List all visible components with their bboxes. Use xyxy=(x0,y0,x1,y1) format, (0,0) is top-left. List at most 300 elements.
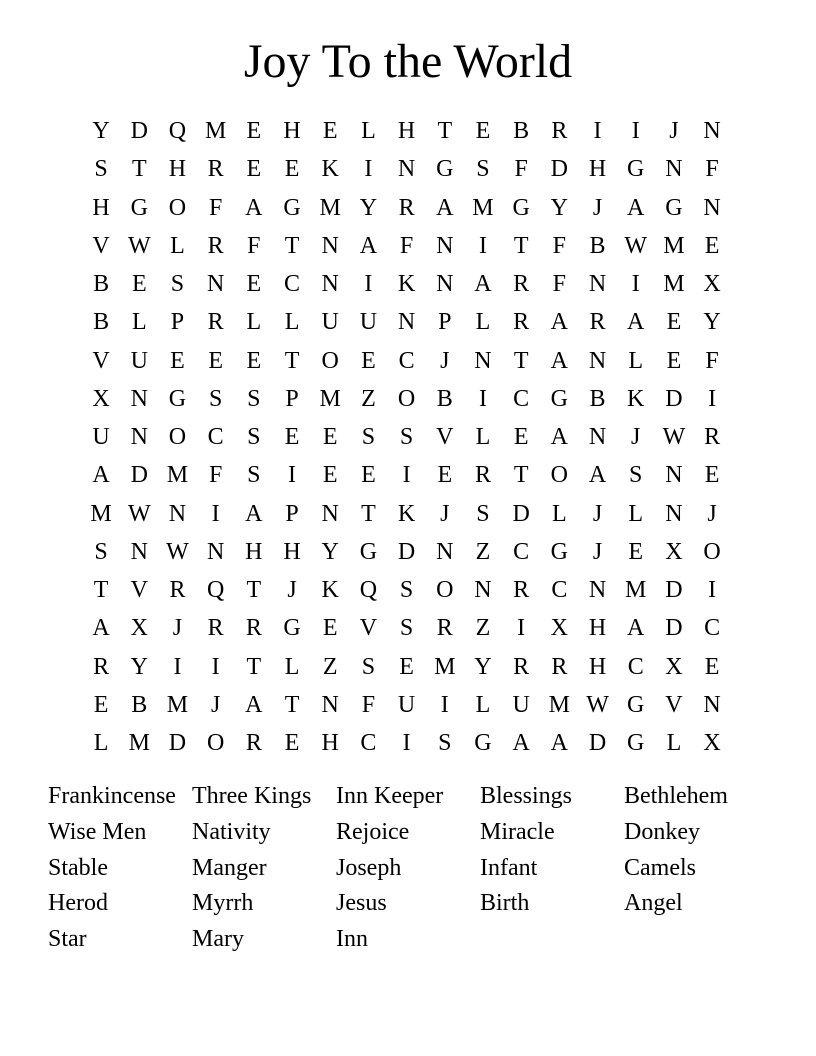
word-list-item: Bethlehem xyxy=(624,783,728,809)
word-list-item: Donkey xyxy=(624,818,700,845)
grid-letter: D xyxy=(550,156,569,183)
grid-letter: L xyxy=(475,691,491,718)
grid-letter: N xyxy=(474,577,492,603)
grid-letter: J xyxy=(210,691,221,718)
grid-letter: S xyxy=(170,271,185,297)
grid-letter: E xyxy=(704,653,720,680)
grid-letter: A xyxy=(92,615,110,642)
grid-letter: V xyxy=(130,577,148,603)
grid-letter: R xyxy=(513,653,530,680)
word-list-item: Birth xyxy=(480,890,530,917)
grid-letter: I xyxy=(517,615,526,642)
grid-letter: G xyxy=(283,194,301,221)
grid-letter: D xyxy=(168,730,187,756)
grid-letter: M xyxy=(128,730,150,756)
grid-letter: S xyxy=(476,156,490,183)
grid-letter: V xyxy=(92,347,110,374)
grid-letter: R xyxy=(704,424,721,450)
grid-letter: I xyxy=(440,691,449,718)
grid-letter: E xyxy=(284,424,300,450)
grid-letter: E xyxy=(246,156,262,183)
grid-letter: N xyxy=(436,538,454,565)
grid-letter: F xyxy=(514,156,528,183)
grid-letter: M xyxy=(204,118,227,144)
grid-letter: X xyxy=(550,615,569,642)
word-list-item: Manger xyxy=(192,854,267,881)
grid-letter: X xyxy=(92,385,110,412)
grid-letter: H xyxy=(588,156,607,183)
grid-letter: T xyxy=(437,118,453,144)
grid-letter: R xyxy=(207,309,224,336)
grid-letter: R xyxy=(169,577,186,603)
grid-letter: M xyxy=(166,462,189,489)
grid-letter: T xyxy=(246,577,262,603)
word-list-item: Nativity xyxy=(192,818,271,845)
grid-letter: X xyxy=(665,653,683,680)
grid-letter: O xyxy=(703,538,721,565)
grid-letter: H xyxy=(168,156,187,183)
grid-letter: I xyxy=(364,271,373,297)
grid-letter: J xyxy=(440,347,450,374)
grid-letter: T xyxy=(284,347,300,374)
grid-letter: I xyxy=(364,156,373,183)
grid-letter: S xyxy=(399,615,414,642)
grid-letter: R xyxy=(245,615,262,642)
grid-letter: L xyxy=(284,653,300,680)
grid-letter: S xyxy=(438,730,452,756)
grid-letter: X xyxy=(703,730,721,756)
grid-letter: T xyxy=(284,232,300,259)
grid-letter: P xyxy=(170,309,185,336)
grid-letter: F xyxy=(208,194,223,221)
grid-letter: J xyxy=(172,615,183,642)
grid-letter: S xyxy=(247,424,261,450)
grid-letter: D xyxy=(665,577,683,603)
word-list-item: Infant xyxy=(480,854,538,881)
grid-letter: J xyxy=(592,194,603,221)
grid-letter: G xyxy=(283,615,301,642)
grid-letter: S xyxy=(629,462,643,489)
grid-letter: T xyxy=(246,653,262,680)
grid-letter: R xyxy=(436,615,453,642)
grid-letter: B xyxy=(513,118,530,144)
grid-letter: O xyxy=(206,730,225,756)
grid-letter: F xyxy=(552,232,567,259)
grid-letter: E xyxy=(704,232,720,259)
grid-letter: F xyxy=(705,156,719,183)
grid-letter: I xyxy=(173,653,182,680)
grid-letter: E xyxy=(513,424,529,450)
grid-letter: T xyxy=(513,347,529,374)
grid-letter: E xyxy=(246,347,262,374)
grid-letter: S xyxy=(94,538,108,565)
grid-letter: N xyxy=(168,500,187,527)
grid-letter: E xyxy=(666,347,682,374)
grid-letter: D xyxy=(588,730,607,756)
grid-letter: I xyxy=(402,462,411,489)
grid-letter: N xyxy=(665,462,683,489)
grid-letter: D xyxy=(665,385,683,412)
grid-letter: N xyxy=(321,271,339,297)
grid-letter: I xyxy=(631,271,640,297)
grid-letter: O xyxy=(436,577,454,603)
grid-letter: I xyxy=(478,385,487,412)
grid-letter: H xyxy=(397,118,416,144)
grid-letter: X xyxy=(665,538,683,565)
grid-letter: F xyxy=(247,232,261,259)
grid-letter: E xyxy=(704,462,720,489)
grid-letter: G xyxy=(359,538,378,565)
grid-letter: A xyxy=(245,691,263,718)
grid-letter: L xyxy=(552,500,567,527)
grid-letter: M xyxy=(625,577,647,603)
grid-letter: E xyxy=(322,615,338,642)
grid-letter: L xyxy=(93,730,109,756)
grid-letter: N xyxy=(397,309,416,336)
grid-letter: K xyxy=(627,385,645,412)
grid-letter: S xyxy=(361,653,376,680)
grid-letter: G xyxy=(627,730,645,756)
grid-letter: A xyxy=(627,615,645,642)
grid-letter: E xyxy=(284,730,300,756)
grid-letter: X xyxy=(703,271,721,297)
grid-letter: C xyxy=(551,577,568,603)
grid-letter: A xyxy=(627,194,645,221)
grid-letter: R xyxy=(207,615,224,642)
grid-letter: N xyxy=(588,347,607,374)
grid-letter: N xyxy=(588,271,607,297)
grid-letter: N xyxy=(397,156,416,183)
grid-letter: X xyxy=(130,615,148,642)
grid-letter: T xyxy=(93,577,109,603)
grid-letter: E xyxy=(208,347,223,374)
grid-letter: O xyxy=(321,347,339,374)
grid-letter: V xyxy=(436,424,454,450)
grid-letter: S xyxy=(247,385,261,412)
grid-letter: K xyxy=(321,577,339,603)
grid-letter: G xyxy=(627,156,645,183)
grid-letter: E xyxy=(437,462,453,489)
grid-letter: A xyxy=(550,347,569,374)
grid-letter: F xyxy=(399,232,414,259)
page-title: Joy To the World xyxy=(243,35,573,88)
grid-letter: A xyxy=(627,309,645,336)
grid-letter: A xyxy=(474,271,492,297)
grid-letter: N xyxy=(436,232,454,259)
grid-letter: R xyxy=(398,194,415,221)
grid-letter: Y xyxy=(92,118,110,144)
grid-letter: N xyxy=(321,500,339,527)
grid-letter: A xyxy=(359,232,378,259)
grid-letter: F xyxy=(361,691,376,718)
word-list xyxy=(48,778,768,957)
grid-letter: K xyxy=(397,271,416,297)
grid-letter: E xyxy=(322,118,338,144)
grid-letter: U xyxy=(512,691,530,718)
grid-letter: W xyxy=(624,232,648,259)
grid-letter: M xyxy=(319,385,341,412)
word-list-item: Mary xyxy=(192,926,244,953)
grid-letter: W xyxy=(662,424,686,450)
grid-letter: O xyxy=(168,194,187,221)
grid-letter: N xyxy=(588,577,607,603)
grid-letter: S xyxy=(94,156,108,183)
grid-letter: I xyxy=(708,385,717,412)
grid-letter: A xyxy=(550,730,569,756)
grid-letter: N xyxy=(436,271,454,297)
grid-letter: R xyxy=(589,309,606,336)
grid-letter: N xyxy=(130,424,148,450)
grid-letter: E xyxy=(93,691,109,718)
grid-letter: R xyxy=(513,271,530,297)
grid-letter: E xyxy=(361,347,376,374)
grid-letter: U xyxy=(397,691,416,718)
grid-letter: J xyxy=(707,500,717,527)
grid-letter: R xyxy=(551,118,568,144)
grid-letter: R xyxy=(93,653,110,680)
grid-letter: F xyxy=(552,271,567,297)
grid-letter: P xyxy=(438,309,452,336)
grid-letter: C xyxy=(284,271,301,297)
grid-letter: I xyxy=(631,118,640,144)
grid-letter: R xyxy=(207,156,224,183)
grid-letter: N xyxy=(703,194,721,221)
grid-letter: I xyxy=(288,462,297,489)
grid-letter: L xyxy=(628,347,644,374)
grid-letter: I xyxy=(211,500,220,527)
word-list-item: Jesus xyxy=(336,890,387,917)
grid-letter: N xyxy=(130,538,148,565)
grid-letter: M xyxy=(472,194,494,221)
grid-letter: M xyxy=(166,691,189,718)
grid-letter: C xyxy=(207,424,224,450)
grid-letter: R xyxy=(513,309,530,336)
grid-letter: J xyxy=(669,118,679,144)
grid-letter: I xyxy=(593,118,602,144)
grid-letter: M xyxy=(663,232,685,259)
grid-letter: K xyxy=(397,500,416,527)
grid-letter: D xyxy=(130,118,148,144)
word-list-item: Myrrh xyxy=(192,890,254,917)
grid-letter: Y xyxy=(550,194,569,221)
grid-letter: P xyxy=(285,500,299,527)
grid-letter: A xyxy=(436,194,454,221)
grid-letter: Q xyxy=(168,118,187,144)
grid-letter: C xyxy=(513,385,530,412)
grid-letter: J xyxy=(631,424,641,450)
grid-letter: Y xyxy=(321,538,339,565)
grid-letter: I xyxy=(402,730,411,756)
word-list-item: Wise Men xyxy=(48,818,147,845)
grid-letter: A xyxy=(588,462,607,489)
grid-letter: L xyxy=(628,500,644,527)
grid-letter: N xyxy=(703,691,721,718)
grid-letter: O xyxy=(397,385,416,412)
grid-letter: E xyxy=(361,462,376,489)
grid-letter: A xyxy=(92,462,110,489)
grid-letter: R xyxy=(245,730,262,756)
grid-letter: F xyxy=(208,462,223,489)
grid-letter: W xyxy=(127,232,151,259)
grid-letter: E xyxy=(170,347,185,374)
grid-letter: Y xyxy=(130,653,148,680)
grid-letter: Z xyxy=(475,538,491,565)
grid-letter: N xyxy=(665,500,683,527)
grid-letter: O xyxy=(168,424,187,450)
grid-letter: G xyxy=(474,730,492,756)
grid-letter: Q xyxy=(206,577,225,603)
grid-letter: C xyxy=(398,347,415,374)
grid-letter: G xyxy=(130,194,148,221)
grid-letter: C xyxy=(360,730,377,756)
grid-letter: B xyxy=(589,232,606,259)
grid-letter: N xyxy=(321,691,339,718)
grid-letter: T xyxy=(513,232,529,259)
grid-letter: V xyxy=(92,232,110,259)
grid-letter: B xyxy=(589,385,606,412)
grid-letter: E xyxy=(284,156,300,183)
grid-letter: N xyxy=(321,232,339,259)
grid-letter: U xyxy=(321,309,339,336)
word-list-item: Frankincense xyxy=(48,783,176,809)
grid-letter: A xyxy=(550,309,569,336)
grid-letter: Z xyxy=(322,653,338,680)
grid-letter: N xyxy=(206,538,225,565)
grid-letter: E xyxy=(322,462,338,489)
grid-letter: G xyxy=(627,691,645,718)
grid-letter: B xyxy=(131,691,148,718)
grid-letter: E xyxy=(399,653,414,680)
word-list-item: Herod xyxy=(48,890,108,917)
grid-letter: M xyxy=(434,653,456,680)
grid-letter: W xyxy=(586,691,609,718)
grid-letter: G xyxy=(550,538,569,565)
grid-letter: G xyxy=(436,156,454,183)
grid-letter: V xyxy=(359,615,378,642)
grid-letter: J xyxy=(592,500,603,527)
grid-letter: N xyxy=(474,347,492,374)
grid-letter: G xyxy=(512,194,530,221)
grid-letter: T xyxy=(131,156,147,183)
grid-letter: N xyxy=(130,385,148,412)
grid-letter: D xyxy=(665,615,683,642)
word-list-item: Blessings xyxy=(480,783,573,809)
grid-letter: B xyxy=(93,271,110,297)
grid-letter: M xyxy=(663,271,685,297)
grid-letter: L xyxy=(131,309,147,336)
grid-letter: L xyxy=(246,309,262,336)
grid-letter: Z xyxy=(475,615,491,642)
grid-letter: W xyxy=(166,538,189,565)
grid-letter: S xyxy=(476,500,490,527)
grid-letter: C xyxy=(513,538,530,565)
grid-letter: H xyxy=(245,538,263,565)
grid-letter: Q xyxy=(359,577,378,603)
grid-letter: N xyxy=(206,271,225,297)
word-list-item: Camels xyxy=(624,854,696,881)
letter-grid xyxy=(82,112,731,762)
grid-letter: S xyxy=(399,577,414,603)
grid-letter: J xyxy=(287,577,297,603)
grid-letter: T xyxy=(284,691,300,718)
grid-letter: U xyxy=(130,347,148,374)
word-list-item: Inn xyxy=(336,926,368,953)
grid-letter: E xyxy=(666,309,682,336)
word-list-item: Star xyxy=(48,926,87,953)
grid-letter: T xyxy=(361,500,376,527)
grid-letter: L xyxy=(284,309,300,336)
grid-letter: T xyxy=(513,462,529,489)
word-list-item: Three Kings xyxy=(192,783,312,809)
grid-letter: L xyxy=(475,424,491,450)
grid-letter: J xyxy=(440,500,450,527)
grid-letter: F xyxy=(705,347,719,374)
grid-letter: S xyxy=(399,424,414,450)
grid-letter: I xyxy=(708,577,717,603)
word-list-item: Stable xyxy=(48,854,108,881)
grid-letter: E xyxy=(475,118,491,144)
grid-letter: U xyxy=(92,424,110,450)
grid-letter: S xyxy=(247,462,261,489)
grid-letter: E xyxy=(246,118,262,144)
grid-letter: K xyxy=(321,156,339,183)
grid-letter: W xyxy=(127,500,151,527)
grid-letter: E xyxy=(322,424,338,450)
word-list-item: Rejoice xyxy=(336,818,410,845)
grid-letter: L xyxy=(361,118,376,144)
grid-letter: Y xyxy=(474,653,492,680)
grid-letter: H xyxy=(283,538,301,565)
grid-letter: B xyxy=(93,309,110,336)
grid-letter: J xyxy=(592,538,603,565)
grid-letter: A xyxy=(512,730,530,756)
grid-letter: U xyxy=(359,309,378,336)
grid-letter: R xyxy=(513,577,530,603)
grid-letter: S xyxy=(208,385,223,412)
grid-letter: M xyxy=(548,691,571,718)
grid-letter: A xyxy=(550,424,569,450)
grid-letter: H xyxy=(588,615,607,642)
grid-letter: R xyxy=(474,462,491,489)
grid-letter: L xyxy=(170,232,185,259)
grid-letter: H xyxy=(283,118,301,144)
word-list-item: Miracle xyxy=(480,818,555,845)
grid-letter: L xyxy=(475,309,491,336)
grid-letter: O xyxy=(550,462,569,489)
grid-letter: C xyxy=(704,615,721,642)
grid-letter: L xyxy=(666,730,682,756)
grid-letter: Z xyxy=(361,385,376,412)
grid-letter: M xyxy=(319,194,341,221)
word-list-item: Angel xyxy=(624,890,683,917)
grid-letter: S xyxy=(361,424,376,450)
grid-letter: E xyxy=(131,271,147,297)
grid-letter: G xyxy=(665,194,683,221)
grid-letter: G xyxy=(168,385,187,412)
grid-letter: H xyxy=(92,194,110,221)
grid-letter: P xyxy=(285,385,299,412)
grid-letter: D xyxy=(130,462,148,489)
grid-letter: D xyxy=(397,538,416,565)
grid-letter: M xyxy=(90,500,112,527)
grid-letter: V xyxy=(665,691,683,718)
word-list-item: Inn Keeper xyxy=(336,783,444,809)
grid-letter: N xyxy=(665,156,683,183)
grid-letter: E xyxy=(628,538,644,565)
grid-letter: E xyxy=(246,271,262,297)
grid-letter: I xyxy=(478,232,487,259)
grid-letter: N xyxy=(703,118,721,144)
